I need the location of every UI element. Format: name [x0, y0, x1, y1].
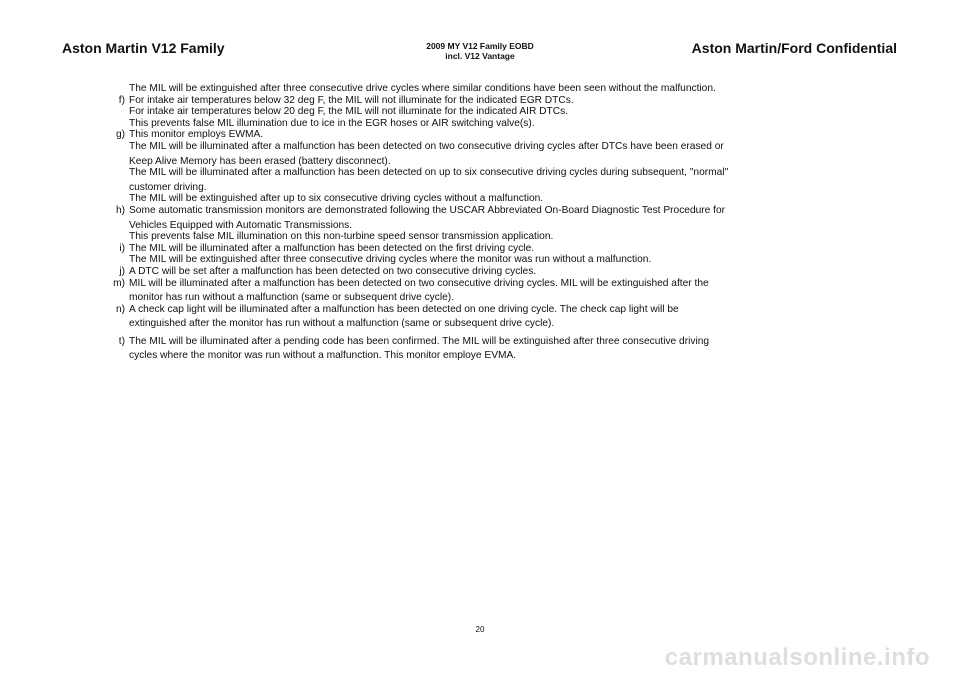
note-marker: j): [119, 265, 125, 277]
note-line: This prevents false MIL illumination due to ice in the EGR hoses or AIR switching valve(s).: [129, 117, 535, 129]
note-item: [108, 304, 788, 330]
note-marker: h): [115, 204, 125, 216]
note-marker: t): [118, 335, 125, 347]
note-item: [108, 129, 788, 205]
note-line: customer driving.: [129, 181, 207, 193]
note-item: [108, 205, 788, 243]
note-item: [108, 243, 788, 266]
header-left-title: Aston Martin V12 Family: [62, 40, 225, 56]
note-marker: n): [115, 303, 125, 315]
header-right-title: Aston Martin/Ford Confidential: [691, 40, 897, 56]
note-line: A DTC will be set after a malfunction has been detected on two consecutive driving cycles.: [129, 265, 537, 277]
note-item: [108, 83, 788, 95]
note-line: A check cap light will be illuminated after a malfunction has been detected on one driving cycle. The check cap light will be: [129, 303, 679, 315]
note-line: extinguished after the monitor has run without a malfunction (same or subsequent drive cycle).: [129, 318, 555, 330]
note-line: cycles where the monitor was run without a malfunction. This monitor employe EVMA.: [129, 350, 517, 362]
note-line: Keep Alive Memory has been erased (battery disconnect).: [129, 155, 391, 167]
note-line: For intake air temperatures below 20 deg F, the MIL will not illuminate for the indicated AIR DTCs.: [129, 106, 569, 118]
note-item: [108, 266, 788, 278]
note-line: The MIL will be illuminated after a pending code has been confirmed. The MIL will be extinguished after three consecutive driving: [129, 335, 710, 347]
note-line: The MIL will be extinguished after three consecutive driving cycles where the monitor was run without a malfunction.: [129, 254, 652, 266]
note-line: MIL will be illuminated after a malfunction has been detected on two consecutive driving cycles. MIL will be extinguished after the: [129, 277, 709, 289]
note-line: The MIL will be extinguished after three consecutive drive cycles where similar conditions have been seen without the malfunction.: [129, 83, 716, 94]
note-item: [108, 278, 788, 304]
header-center-line2: incl. V12 Vantage: [445, 51, 515, 61]
note-marker: f): [118, 94, 125, 106]
page-number: 20: [475, 625, 485, 634]
note-line: Some automatic transmission monitors are demonstrated following the USCAR Abbreviated On-Board Diagnostic Test Procedure for: [129, 204, 726, 216]
note-line: The MIL will be illuminated after a malfunction has been detected on up to six consecutive driving cycles during subsequent, "normal": [129, 167, 729, 179]
note-marker: i): [119, 242, 125, 254]
note-line: The MIL will be extinguished after up to six consecutive driving cycles without a malfunction.: [129, 193, 544, 205]
note-line: For intake air temperatures below 32 deg F, the MIL will not illuminate for the indicated EGR DTCs.: [129, 94, 574, 106]
note-line: This monitor employs EWMA.: [129, 129, 264, 141]
note-marker: m): [113, 277, 125, 289]
note-marker: g): [115, 129, 125, 141]
notes-list: [108, 83, 788, 362]
note-item: [108, 95, 788, 130]
note-line: This prevents false MIL illumination on this non-turbine speed sensor transmission application.: [129, 231, 554, 243]
note-line: The MIL will be illuminated after a malfunction has been detected on the first driving cycle.: [129, 242, 535, 254]
note-line: Vehicles Equipped with Automatic Transmissions.: [129, 219, 353, 231]
note-line: The MIL will be illuminated after a malfunction has been detected on two consecutive driving cycles after DTCs have been erased or: [129, 140, 724, 152]
header-center-title: [380, 41, 580, 61]
watermark-text: carmanualsonline.info: [664, 644, 930, 671]
note-item: [108, 336, 788, 362]
header-center-line1: 2009 MY V12 Family EOBD: [426, 41, 534, 51]
note-line: monitor has run without a malfunction (same or subsequent drive cycle).: [129, 292, 455, 304]
